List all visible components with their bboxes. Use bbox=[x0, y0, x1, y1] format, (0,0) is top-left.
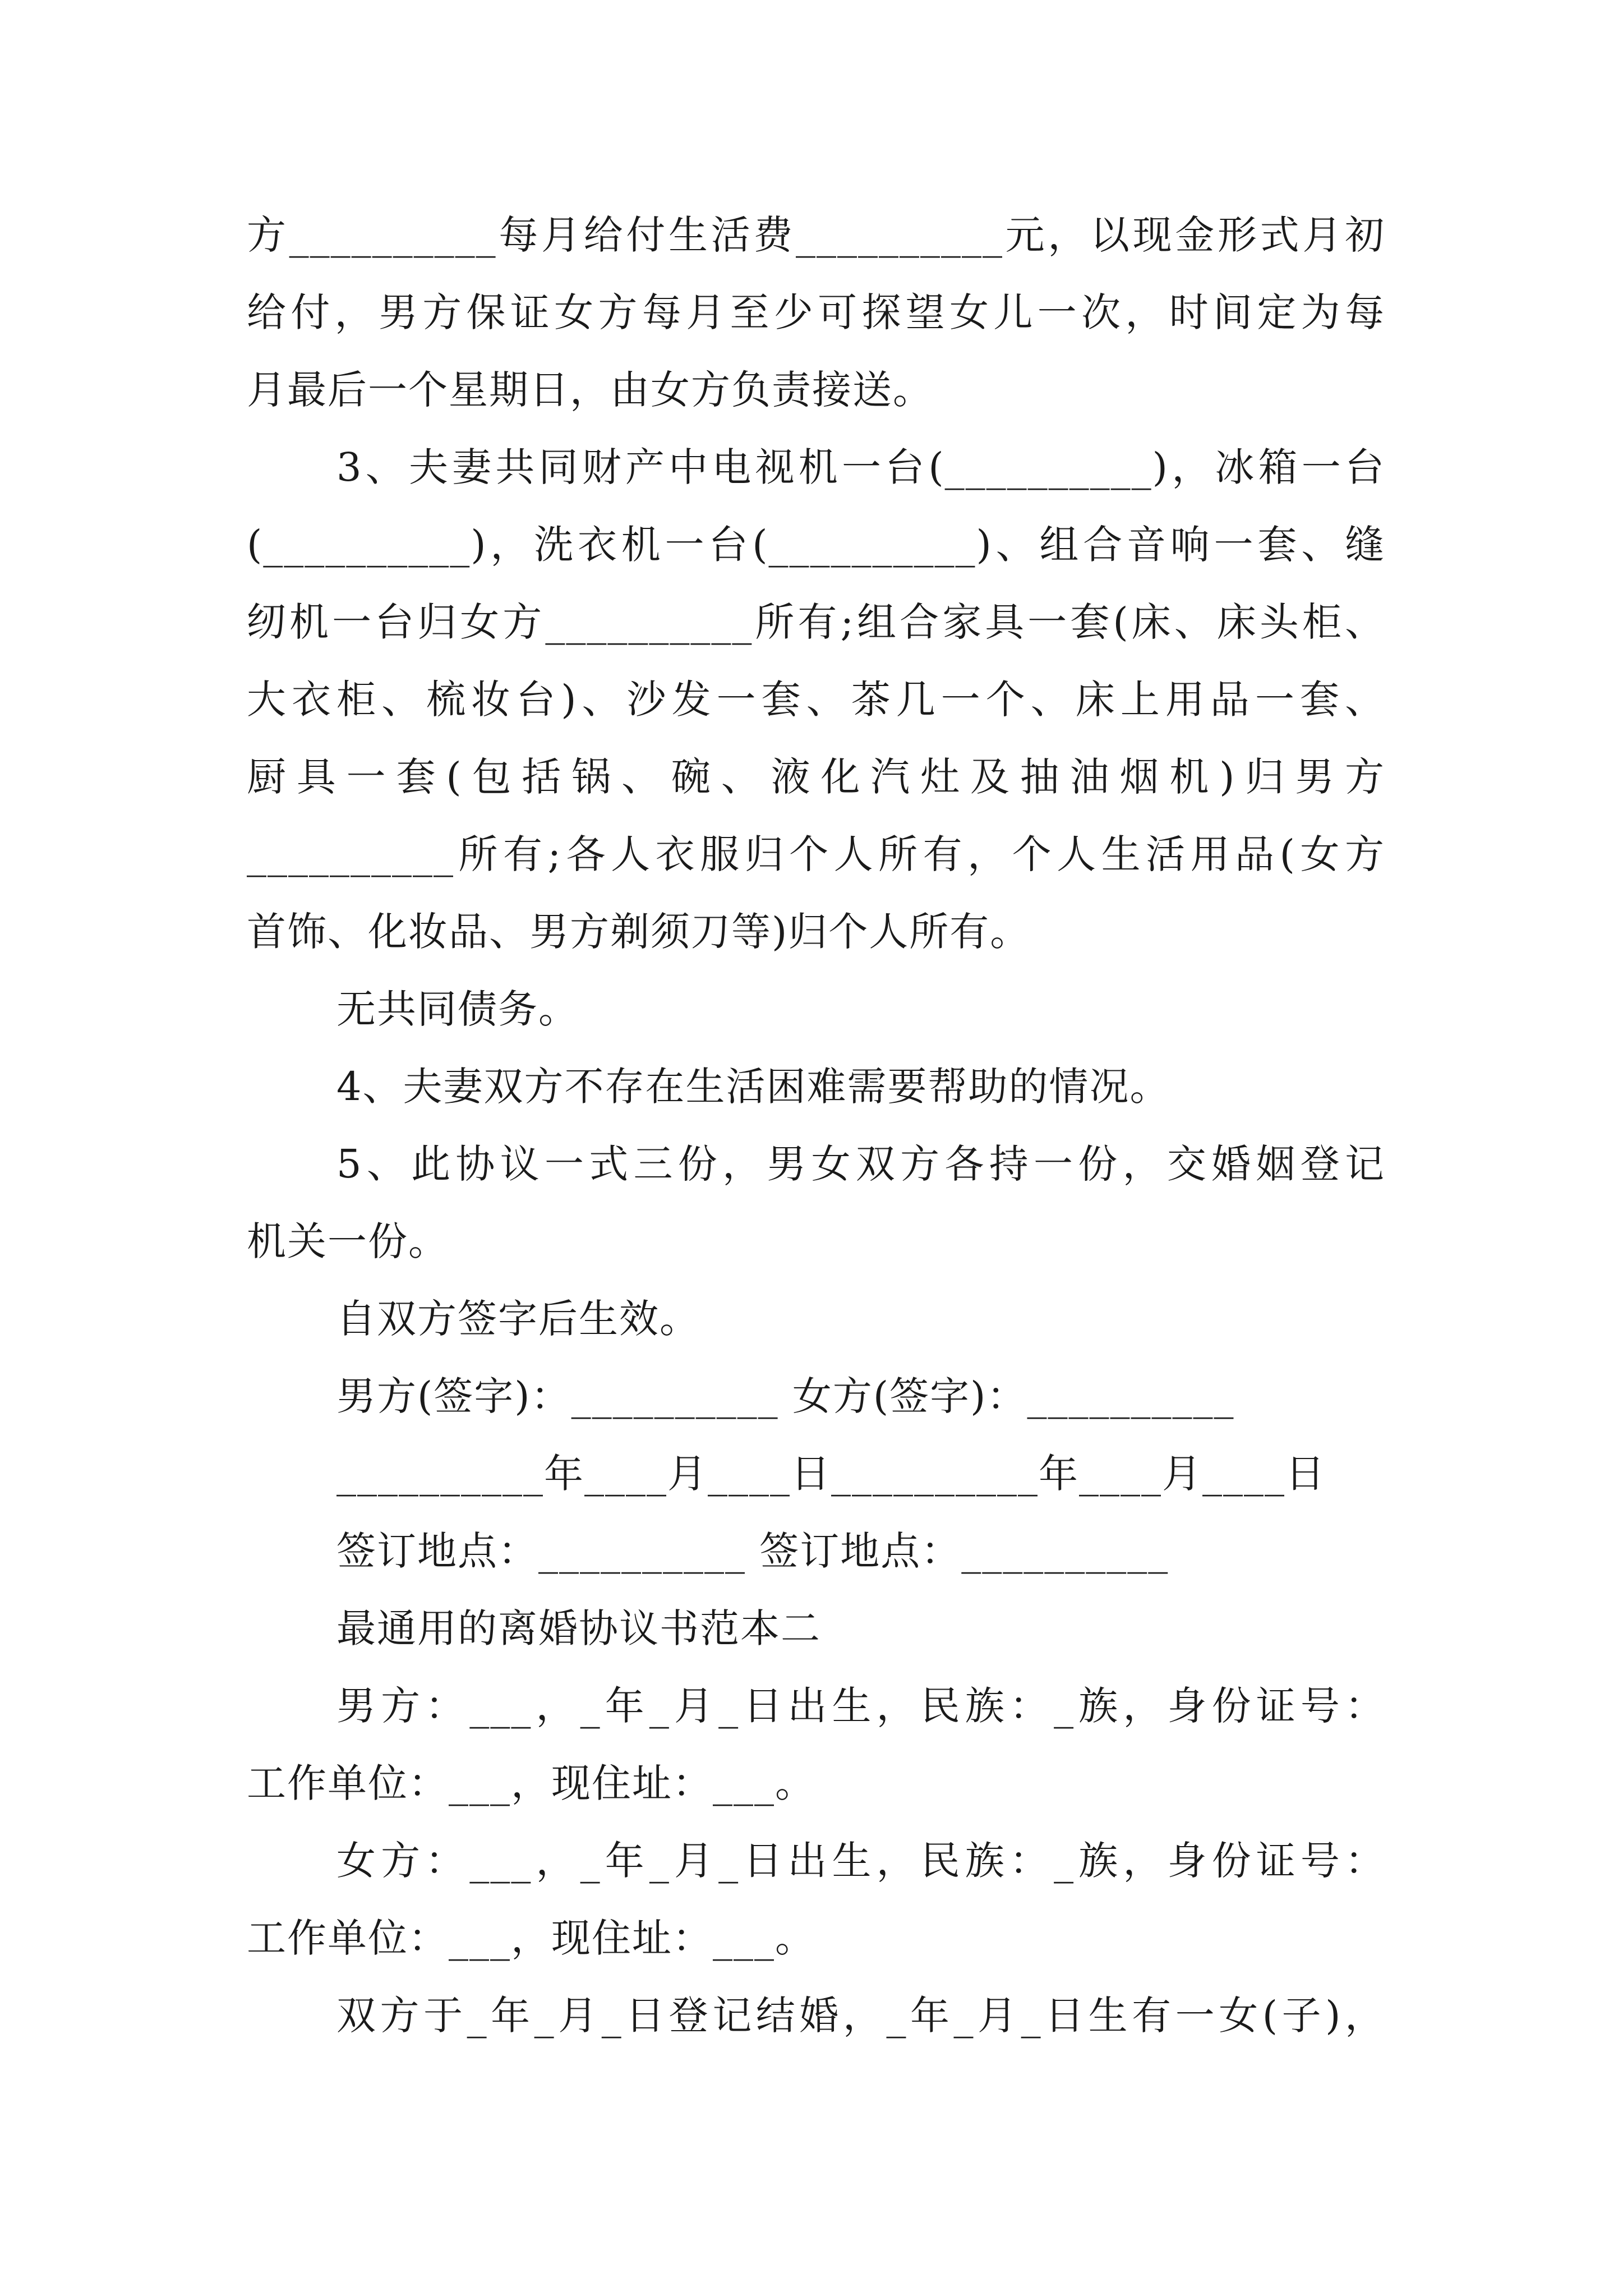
text-line: 厨具一套(包括锅、碗、液化汽灶及抽油烟机)归男方 bbox=[247, 754, 1385, 800]
text-line: 3、夫妻共同财产中电视机一台(__________)，冰箱一台 bbox=[336, 444, 1385, 490]
text-line: (__________)，洗衣机一台(__________)、组合音响一套、缝 bbox=[247, 522, 1385, 568]
text-line: 4、夫妻双方不存在生活困难需要帮助的情况。 bbox=[336, 1064, 1170, 1110]
text-line: 大衣柜、梳妆台)、沙发一套、茶几一个、床上用品一套、 bbox=[247, 677, 1385, 723]
text-line: 男方：___，_年_月_日出生，民族：_族，身份证号： bbox=[336, 1683, 1385, 1729]
text-line: __________所有;各人衣服归个人所有，个人生活用品(女方 bbox=[247, 831, 1385, 877]
text-line: 双方于_年_月_日登记结婚，_年_月_日生有一女(子)， bbox=[336, 1993, 1385, 2039]
signature-line: 男方(签字)：__________ 女方(签字)：__________ bbox=[336, 1373, 1235, 1419]
text-line: 方__________每月给付生活费__________元，以现金形式月初 bbox=[247, 212, 1385, 258]
text-line: 自双方签字后生效。 bbox=[336, 1296, 700, 1342]
text-line: 工作单位：___，现住址：___。 bbox=[247, 1915, 815, 1961]
document-body bbox=[247, 196, 1385, 2054]
text-line: 首饰、化妆品、男方剃须刀等)归个人所有。 bbox=[247, 909, 1031, 955]
section-title: 最通用的离婚协议书范本二 bbox=[336, 1605, 821, 1651]
text-line: 5、此协议一式三份，男女双方各持一份，交婚姻登记 bbox=[336, 1141, 1385, 1187]
place-line: 签订地点：__________ 签订地点：__________ bbox=[336, 1528, 1169, 1574]
text-line: 纫机一台归女方__________所有;组合家具一套(床、床头柜、 bbox=[247, 599, 1385, 645]
text-line: 给付，男方保证女方每月至少可探望女儿一次，时间定为每 bbox=[247, 289, 1385, 335]
text-line: 工作单位：___，现住址：___。 bbox=[247, 1760, 815, 1806]
text-line: 无共同债务。 bbox=[336, 986, 579, 1032]
date-line: __________年____月____日__________年____月____日 bbox=[336, 1451, 1326, 1497]
text-line: 女方：___，_年_月_日出生，民族：_族，身份证号： bbox=[336, 1838, 1385, 1884]
text-line: 月最后一个星期日，由女方负责接送。 bbox=[247, 367, 933, 413]
text-line: 机关一份。 bbox=[247, 1218, 449, 1264]
